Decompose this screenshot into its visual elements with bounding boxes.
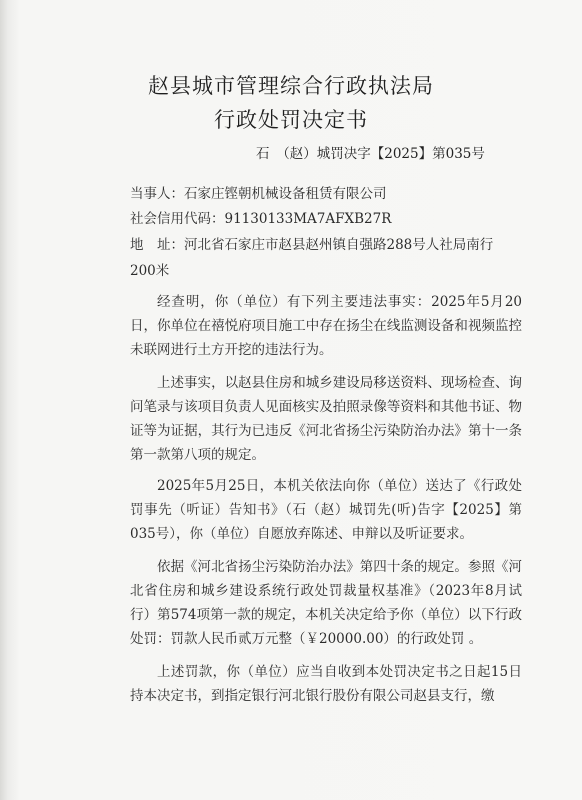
document-title-type: 行政处罚决定书 <box>214 108 368 132</box>
party-address: 地 址：河北省石家庄市赵县赵州镇自强路288号人社局南行 <box>130 237 494 253</box>
party-credit-code: 社会信用代码：91130133MA7AFXB27R <box>130 211 392 227</box>
document-title-agency: 赵县城市管理综合行政执法局 <box>148 74 434 98</box>
paragraph-payment: 上述罚款，你（单位）应当自收到本处罚决定书之日起15日持本决定书，到指定银行河北银行股份有限公司赵县支行，缴 <box>130 664 522 704</box>
paragraph-facts: 经查明，你（单位）有下列主要违法事实：2025年5月20日，你单位在禧悦府项目施工中存在扬尘在线监测设备和视频监控未联网进行土方开挖的违法行为。 <box>130 294 522 358</box>
paragraph-evidence: 上述事实，以赵县住房和城乡建设局移送资料、现场检查、询问笔录与该项目负责人见面核实及拍照录像等资料和其他书证、物证等为证据，其行为已违反《河北省扬尘污染防治办法》第十一条第一款第八项的规定。 <box>130 375 522 463</box>
document-number: 石 （赵）城罚决字【2025】第035号 <box>256 146 485 162</box>
party-name: 当事人：石家庄铿朝机械设备租赁有限公司 <box>130 186 387 202</box>
paragraph-notification: 2025年5月25日，本机关依法向你（单位）送达了《行政处罚事先（听证）告知书》（石（赵）城罚先(听)告字【2025】第035号），你（单位）自愿放弃陈述、申辩以及听证要求。 <box>130 478 522 542</box>
party-address-continued: 200米 <box>130 263 170 279</box>
paragraph-penalty: 依据《河北省扬尘污染防治办法》第四十条的规定。参照《河北省住房和城乡建设系统行政处罚裁量权基准》（2023年8月试行）第574项第一款的规定，本机关决定给予你（单位）以下行政处罚：罚款人民币贰万元整（￥20000.00）的行政处罚 。 <box>130 559 522 647</box>
